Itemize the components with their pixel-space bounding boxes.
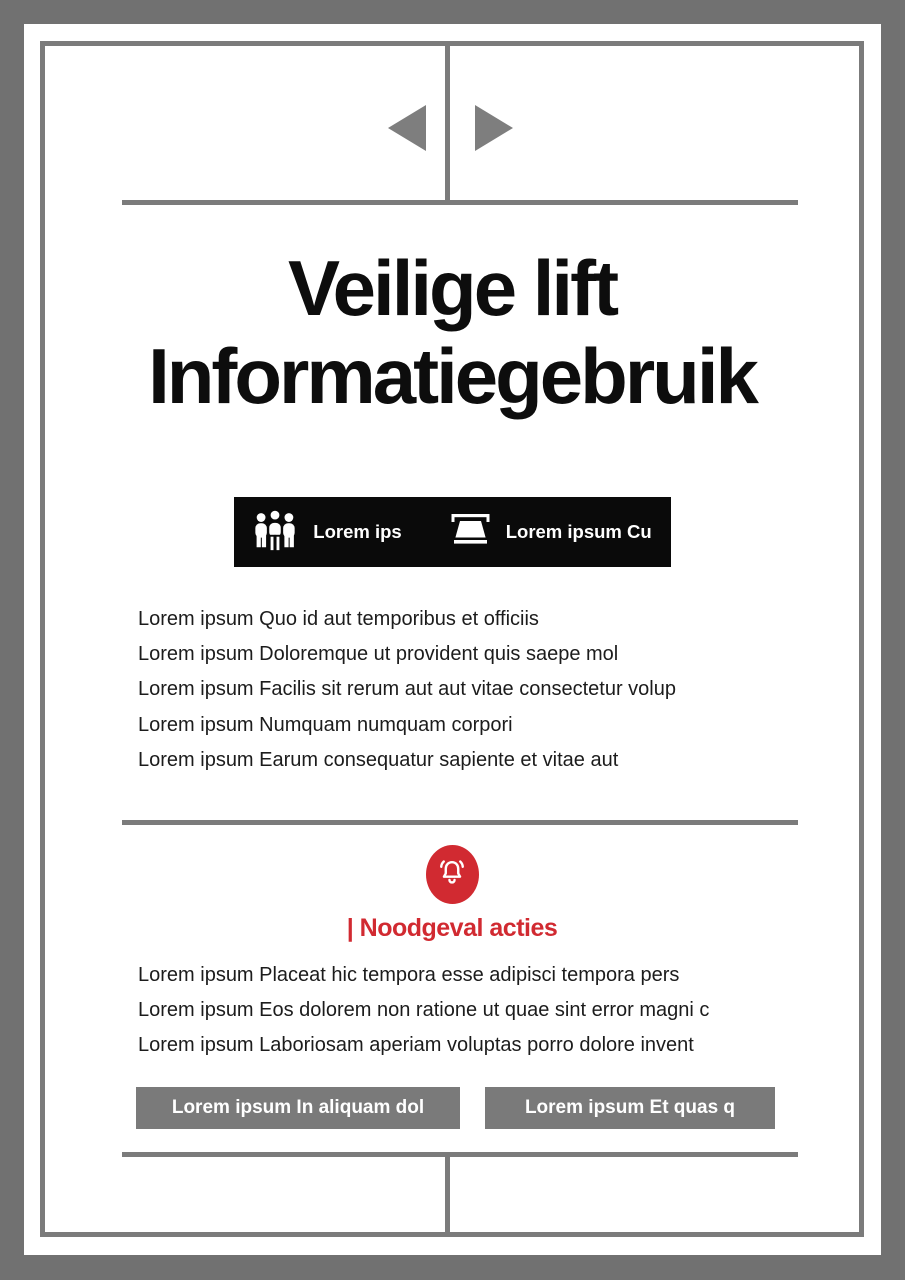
bell-icon (435, 855, 469, 894)
page-title (45, 244, 859, 420)
info-list-item: Lorem ipsum Doloremque ut provident quis saepe mol (138, 643, 619, 666)
section-divider (122, 820, 798, 825)
emergency-list-item: Lorem ipsum Placeat hic tempora esse adipisci tempora pers (138, 964, 680, 986)
emergency-action-button-1[interactable]: Lorem ipsum In aliquam dol (136, 1087, 460, 1129)
door-header-divider (122, 200, 798, 205)
page-title-line1: Veilige lift (287, 244, 617, 332)
door-open-left-arrow-icon (388, 105, 426, 151)
emergency-list-item: Lorem ipsum Laboriosam aperiam voluptas porro dolore invent (138, 1034, 694, 1057)
door-open-right-arrow-icon (475, 105, 513, 151)
door-split-line-bottom (445, 1153, 450, 1232)
emergency-list (138, 958, 839, 1064)
emergency-action-button-2[interactable]: Lorem ipsum Et quas q (485, 1087, 775, 1129)
emergency-section-heading: | Noodgeval acties (346, 914, 558, 942)
weight-scale-icon (450, 512, 491, 552)
info-list-item: Lorem ipsum Facilis sit rerum aut aut vitae consectetur volup (138, 678, 676, 701)
info-list (138, 602, 839, 778)
info-list-item: Lorem ipsum Earum consequatur sapiente et vitae aut (138, 748, 619, 771)
badge-label-capacity-persons: Lorem ips (313, 521, 402, 542)
footer-divider (122, 1152, 798, 1157)
people-group-icon (252, 507, 298, 558)
alarm-bell-badge (426, 845, 479, 904)
door-split-line-top (445, 46, 450, 205)
poster-page (24, 24, 881, 1255)
elevator-frame (40, 41, 864, 1237)
emergency-list-item: Lorem ipsum Eos dolorem non ratione ut quae sint error magni c (138, 999, 710, 1022)
page-title-line2: Informatiegebruik (148, 332, 756, 420)
info-list-item: Lorem ipsum Numquam numquam corpori (138, 713, 513, 736)
badge-label-capacity-weight: Lorem ipsum Cu (505, 521, 652, 542)
info-list-item: Lorem ipsum Quo id aut temporibus et officiis (138, 608, 539, 630)
capacity-badge-bar (234, 497, 671, 567)
